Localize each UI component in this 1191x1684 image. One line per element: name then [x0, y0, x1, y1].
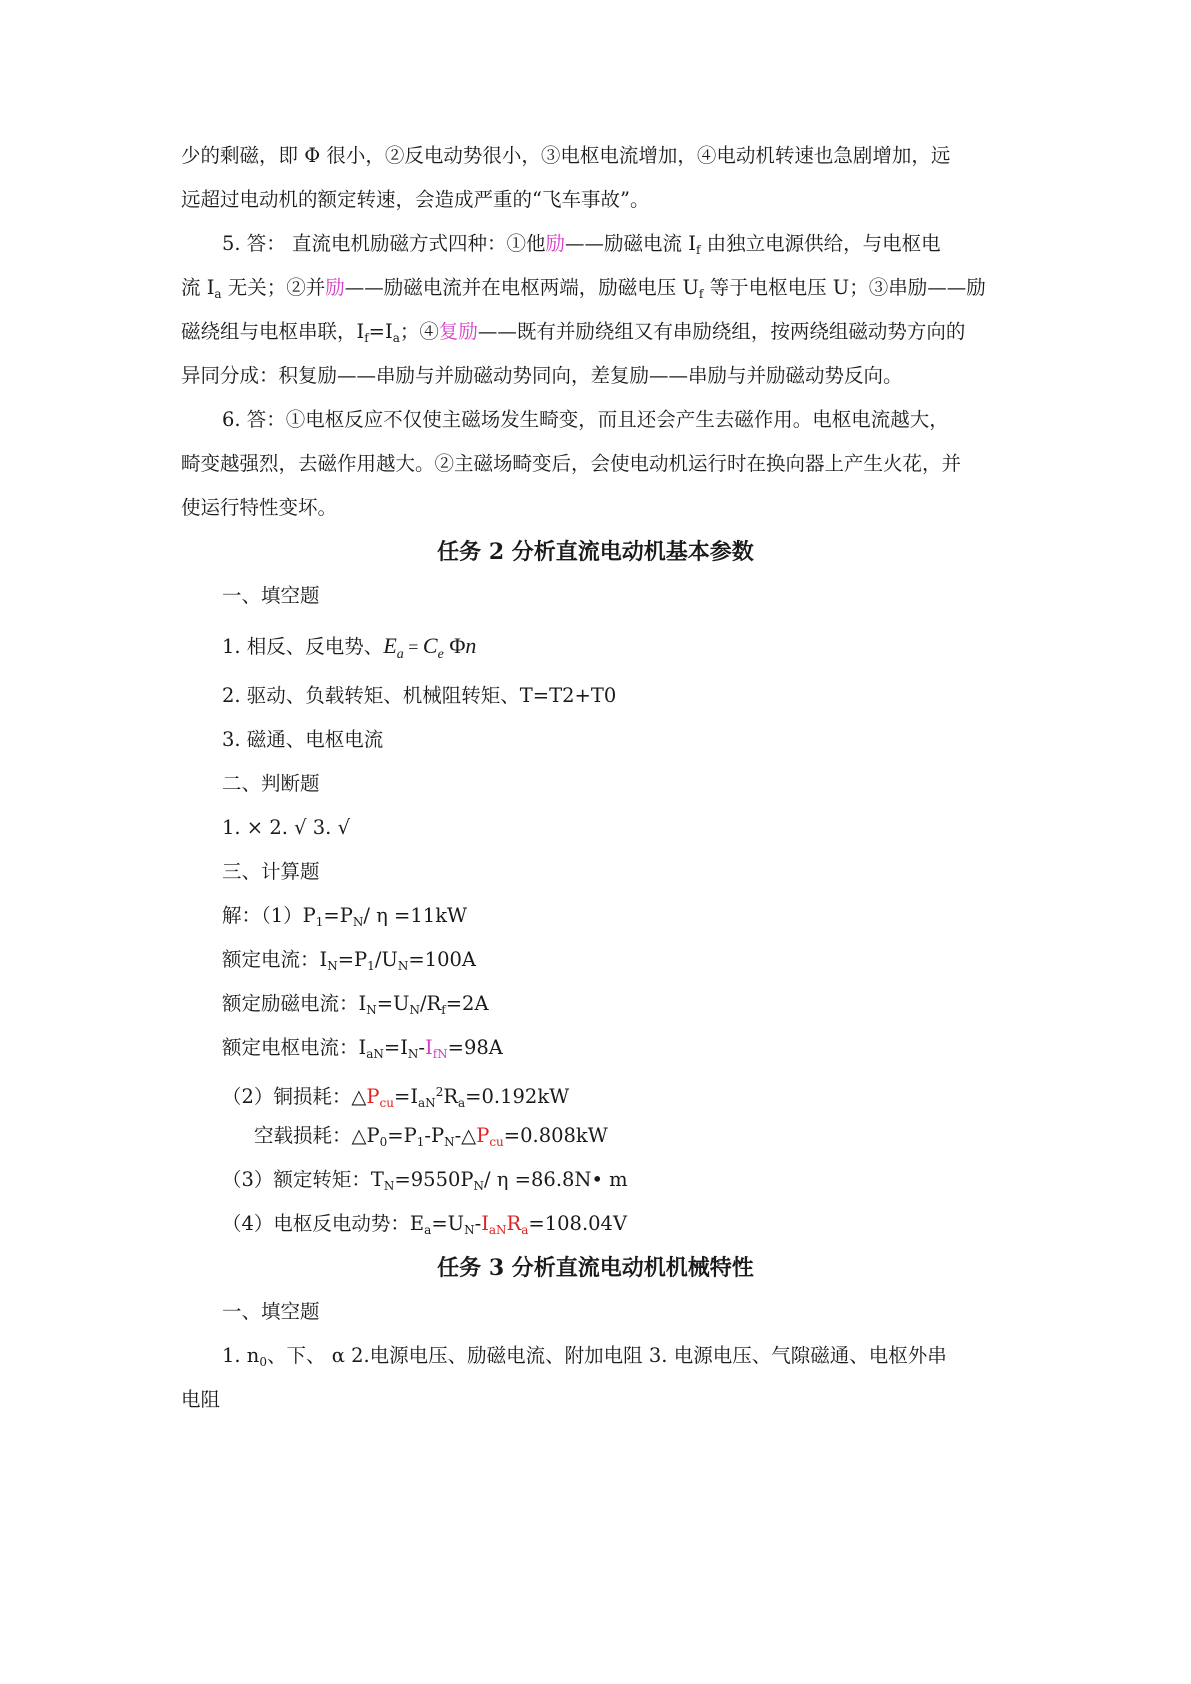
paragraph-line: 少的剩磁，即 Φ 很小，②反电动势很小，③电枢电流增加，④电动机转速也急剧增加，远: [181, 144, 951, 167]
judgment-answers: 1. × 2. √ 3. √: [222, 816, 350, 839]
section-fill-in: 一、填空题: [222, 584, 320, 607]
section-judgment: 二、判断题: [222, 772, 320, 795]
answer-5-line-4: 异同分成：积复励——串励与并励磁动势同向，差复励——串励与并励磁动势反向。: [181, 364, 903, 387]
task-3-heading: 任务 3 分析直流电动机机械特性: [437, 1255, 754, 1281]
calc-field-current: 额定励磁电流：$I_N=U_N/R_f=2A$: [222, 992, 489, 1017]
fill-in-answer-3: 3. 磁通、电枢电流: [222, 728, 384, 751]
fill-in-answer-2: 2. 驱动、负载转矩、机械阻转矩、T=T2+T0: [222, 684, 617, 707]
calc-step-1: 解：$(1)P_1=P_N/$ η =11kW: [222, 904, 468, 929]
section-fill-in-task3: 一、填空题: [222, 1300, 320, 1323]
calc-no-load-loss: 空载损耗：$\triangle P_0=P_1-P_N-\triangle P_{cu}=0.808kW$: [254, 1124, 608, 1149]
calc-back-emf: （4）电枢反电动势：$E_a=U_N-I_{aN}R_a=108.04V$: [222, 1212, 628, 1237]
section-calculation: 三、计算题: [222, 860, 320, 883]
calc-rated-current: 额定电流：$I_N=P_1/U_N=100A$: [222, 948, 476, 973]
task3-answer-line-1: 1. $n_0$、下、 α 2.电源电压、励磁电流、附加电阻 3. 电源电压、气隙磁通、电枢外串: [222, 1344, 947, 1369]
paragraph-line: 远超过电动机的额定转速，会造成严重的“飞车事故”。: [181, 188, 650, 211]
task-2-heading: 任务 2 分析直流电动机基本参数: [437, 539, 754, 565]
answer-5-line-1: 5. 答： 直流电机励磁方式四种：①他励——励磁电流 $I_f$ 由独立电源供给，与电枢电: [222, 232, 941, 257]
answer-6-line-1: 6. 答：①电枢反应不仅使主磁场发生畸变，而且还会产生去磁作用。电枢电流越大，: [222, 408, 949, 431]
fill-in-answer-1: 1. 相反、反电势、$E_a = C_e$ Φn: [222, 633, 477, 662]
answer-5-line-2: 流 $I_a$ 无关；②并励——励磁电流并在电枢两端，励磁电压 $U_f$ 等于电枢电压 U；③串励——励: [181, 276, 986, 301]
task3-answer-line-2: 电阻: [181, 1388, 221, 1411]
answer-6-line-2: 畸变越强烈，去磁作用越大。②主磁场畸变后，会使电动机运行时在换向器上产生火花，并: [181, 452, 962, 475]
calc-armature-current: 额定电枢电流：$I_{aN}=I_N-I_{fN}=98A$: [222, 1036, 503, 1061]
calc-copper-loss: （2）铜损耗：$\triangle P_{cu}=I_{aN}^2R_a=0.192kW$: [222, 1085, 570, 1110]
answer-5-line-3: 磁绕组与电枢串联，$I_f=I_a$；④复励——既有并励绕组又有串励绕组，按两绕组磁动势方向的: [181, 320, 966, 345]
calc-rated-torque: （3）额定转矩：$T_N=9550P_N/$ η =86.8N• m: [222, 1168, 628, 1193]
answer-6-line-3: 使运行特性变坏。: [181, 496, 338, 519]
